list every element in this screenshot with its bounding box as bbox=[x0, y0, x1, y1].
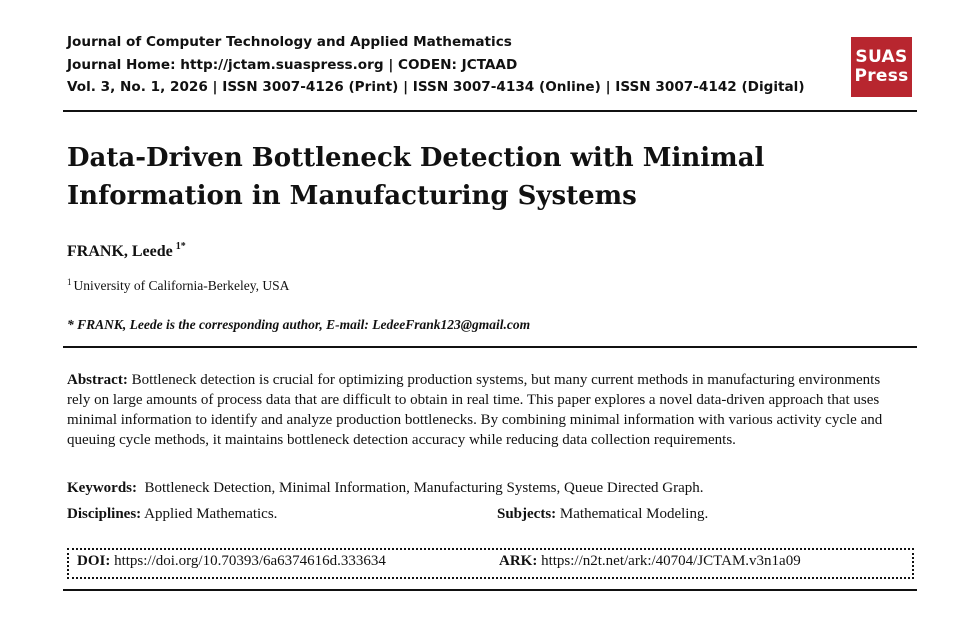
disciplines-text: Applied Mathematics. bbox=[144, 506, 278, 522]
ark-entry bbox=[499, 553, 801, 570]
author-line bbox=[67, 241, 186, 261]
disciplines-label: Disciplines: bbox=[67, 506, 142, 522]
footer-divider bbox=[63, 589, 917, 591]
keywords bbox=[67, 480, 907, 497]
journal-home-line: Journal Home: http://jctam.suaspress.org | CODEN: JCTAAD bbox=[67, 56, 518, 73]
journal-issue-line: Vol. 3, No. 1, 2026 | ISSN 3007-4126 (Print) | ISSN 3007-4134 (Online) | ISSN 3007-4142 (Digital) bbox=[67, 79, 805, 95]
disciplines bbox=[67, 506, 277, 523]
corresponding-author-note: * FRANK, Leede is the corresponding author, E-mail: LedeeFrank123@gmail.com bbox=[67, 317, 531, 332]
paper-title bbox=[67, 139, 887, 215]
logo-line-1: SUAS bbox=[855, 47, 908, 67]
affiliation-mark: 1 bbox=[67, 277, 72, 287]
suas-press-logo bbox=[851, 37, 912, 97]
subjects-text: Mathematical Modeling. bbox=[559, 506, 709, 522]
ark-link[interactable]: https://n2t.net/ark:/40704/JCTAM.v3n1a09 bbox=[541, 553, 801, 569]
author-mark: 1* bbox=[175, 241, 186, 252]
doi-label: DOI: bbox=[77, 553, 111, 569]
keywords-label: Keywords: bbox=[67, 480, 137, 496]
abstract-label: Abstract: bbox=[67, 372, 128, 388]
journal-name: Journal of Computer Technology and Applied Mathematics bbox=[67, 34, 512, 50]
subjects bbox=[497, 506, 708, 523]
author-name: FRANK, Leede bbox=[67, 243, 173, 260]
paper-title-line-2: Information in Manufacturing Systems bbox=[67, 181, 637, 211]
section-divider bbox=[63, 346, 917, 348]
doi-entry bbox=[77, 553, 386, 570]
logo-line-2: Press bbox=[854, 66, 909, 86]
abstract bbox=[67, 370, 907, 450]
subjects-label: Subjects: bbox=[497, 506, 557, 522]
header-divider bbox=[63, 110, 917, 112]
journal-header bbox=[67, 31, 847, 99]
affiliation-line bbox=[67, 277, 289, 294]
paper-title-line-1: Data-Driven Bottleneck Detection with Minimal bbox=[67, 143, 765, 173]
affiliation-text: University of California-Berkeley, USA bbox=[73, 278, 290, 293]
identifier-box bbox=[67, 548, 914, 579]
abstract-text: Bottleneck detection is crucial for optimizing production systems, but many current methods in manufacturing environments rely on large amounts of process data that are difficult to obtain in real time. This paper explores a novel data-driven approach that uses minimal information to identify and analyze production bottlenecks. By combining minimal information with various activity cycle and queuing cycle methods, it maintains bottleneck detection accuracy while reducing data collection requirements. bbox=[67, 372, 883, 448]
doi-link[interactable]: https://doi.org/10.70393/6a6374616d.333634 bbox=[114, 553, 386, 569]
ark-label: ARK: bbox=[499, 553, 538, 569]
keywords-text: Bottleneck Detection, Minimal Information, Manufacturing Systems, Queue Directed Graph. bbox=[144, 480, 704, 496]
